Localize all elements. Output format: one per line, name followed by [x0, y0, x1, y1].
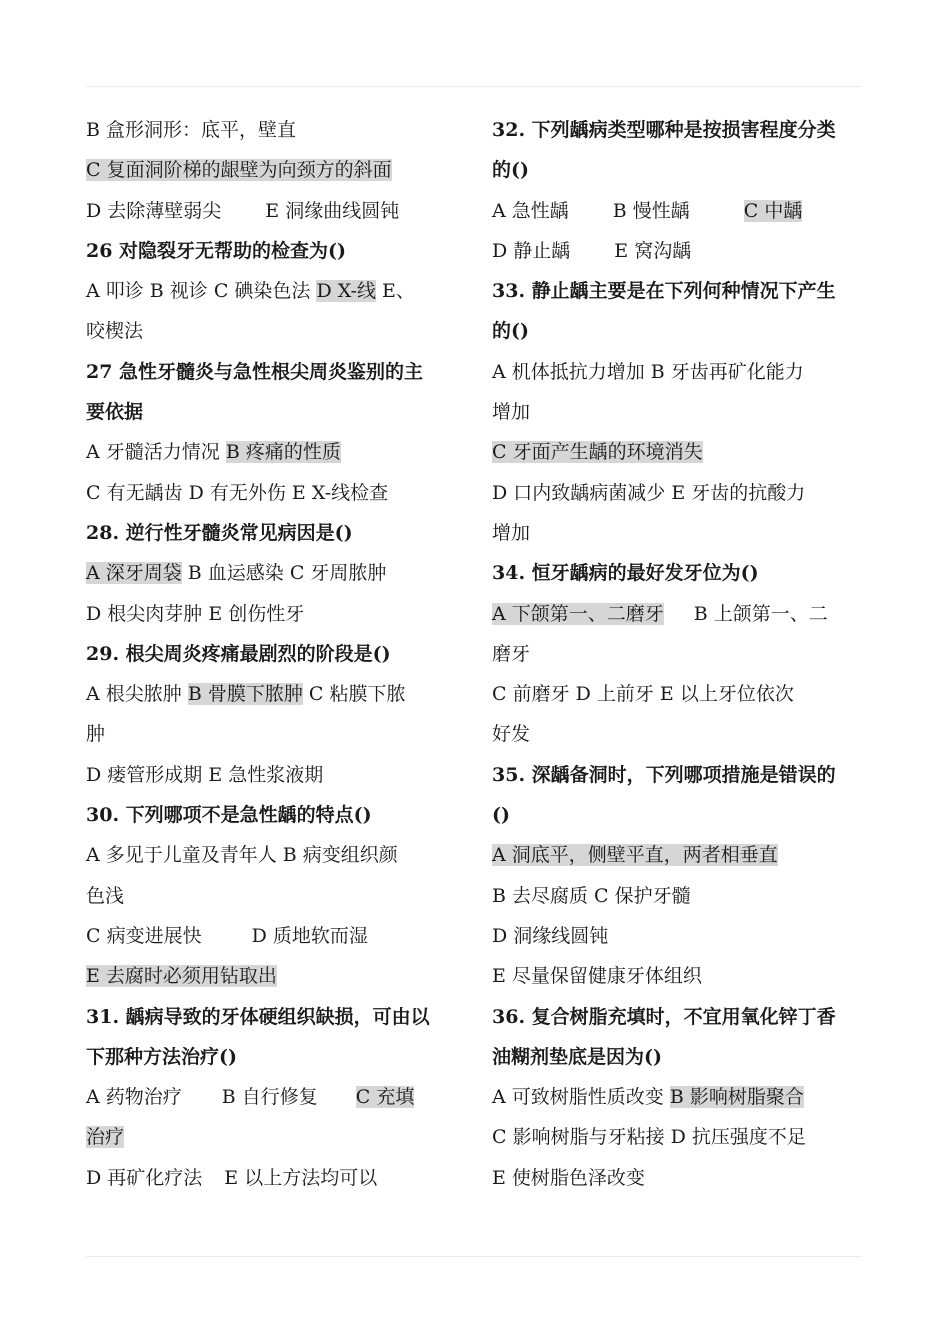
option-line: D 根尖肉芽肿 E 创伤性牙 — [86, 602, 305, 625]
option-line: 增加 — [492, 401, 531, 424]
option-e: E 以上方法均可以 — [224, 1166, 378, 1189]
option-line — [492, 1077, 864, 1117]
option-line: E 尽量保留健康牙体组织 — [492, 965, 702, 988]
option-a: A 急性龋 — [492, 199, 569, 222]
option-a: A 药物治疗 — [86, 1086, 182, 1109]
option-line-answer — [86, 150, 462, 190]
option-a: A 牙髓活力情况 — [86, 441, 226, 464]
option-line: C 影响树脂与牙粘接 D 抗压强度不足 — [492, 1126, 806, 1149]
highlighted-answer: B 影响树脂聚合 — [669, 1086, 804, 1109]
option-line: C 有无龋齿 D 有无外伤 E X-线检查 — [86, 481, 389, 504]
option-line — [492, 231, 864, 271]
option-line-answer — [492, 835, 864, 875]
highlighted-answer: C 中龋 — [743, 199, 803, 222]
highlighted-answer: A 深牙周袋 — [86, 562, 182, 585]
option-line: B 去尽腐质 C 保护牙髓 — [492, 884, 691, 907]
option-d: D 去除薄壁弱尖 — [86, 199, 222, 222]
question-26: 26 对隐裂牙无帮助的检查为() — [86, 239, 347, 262]
highlighted-answer: D X-线 — [316, 280, 377, 303]
highlighted-answer: A 洞底平，侧壁平直，两者相垂直 — [492, 844, 778, 867]
highlighted-answer: A 下颌第一、二磨牙 — [492, 602, 664, 625]
question-34: 34. 恒牙龋病的最好发牙位为() — [492, 562, 759, 585]
question-30: 30. 下列哪项不是急性龋的特点() — [86, 804, 372, 827]
option-b: B 慢性龋 — [612, 199, 690, 222]
options-a-c: A 叩诊 B 视诊 C 碘染色法 — [86, 280, 317, 303]
option-b: B 自行修复 — [221, 1086, 318, 1109]
option-c: C 粘膜下脓 — [302, 683, 406, 706]
right-column — [492, 110, 864, 1198]
question-31: 31. 龋病导致的牙体硬组织缺损，可由以 — [86, 1005, 430, 1028]
option-line — [492, 594, 864, 634]
highlighted-answer: C 牙面产生龋的环境消失 — [492, 441, 703, 464]
footer-rule — [86, 1256, 862, 1257]
question-36-cont: 油糊剂垫底是因为() — [492, 1045, 662, 1068]
question-29: 29. 根尖周炎疼痛最剧烈的阶段是() — [86, 642, 391, 665]
question-32: 32. 下列龋病类型哪种是按损害程度分类 — [492, 119, 836, 141]
option-d: D 再矿化疗法 — [86, 1166, 203, 1189]
option-line: 色浅 — [86, 884, 125, 907]
option-line — [86, 674, 462, 714]
question-31-cont: 下那种方法治疗() — [86, 1045, 237, 1068]
option-line-answer — [492, 432, 864, 472]
option-a: A 根尖脓肿 — [86, 683, 188, 706]
question-33: 33. 静止龋主要是在下列何种情况下产生 — [492, 280, 836, 303]
option-line: B 盒形洞形：底平，壁直 — [86, 119, 297, 141]
highlighted-answer: C 充填 — [355, 1086, 415, 1109]
option-e: E 洞缘曲线圆钝 — [265, 199, 400, 222]
option-line — [86, 432, 462, 472]
option-line: D 口内致龋病菌减少 E 牙齿的抗酸力 — [492, 481, 806, 504]
option-e: E、 — [376, 280, 415, 303]
option-line — [86, 271, 462, 311]
option-a: A 可致树脂性质改变 — [492, 1086, 670, 1109]
question-33-cont: 的() — [492, 320, 529, 343]
option-line-answer — [86, 1117, 462, 1157]
highlighted-answer: B 疼痛的性质 — [225, 441, 341, 464]
option-line: 好发 — [492, 723, 531, 746]
option-line-answer — [86, 956, 462, 996]
option-line: A 机体抵抗力增加 B 牙齿再矿化能力 — [492, 360, 804, 383]
option-line — [492, 191, 864, 231]
highlighted-answer: C 复面洞阶梯的龈壁为向颈方的斜面 — [86, 159, 392, 182]
option-line: 咬楔法 — [86, 320, 144, 343]
left-column — [86, 110, 462, 1198]
option-line — [86, 916, 462, 956]
option-line: 磨牙 — [492, 642, 531, 665]
options-b-c: B 血运感染 C 牙周脓肿 — [181, 562, 387, 585]
option-e: E 窝沟龋 — [614, 239, 692, 262]
option-d: D 静止龋 — [492, 239, 571, 262]
option-d: D 质地软而湿 — [251, 924, 368, 947]
question-27-cont: 要依据 — [86, 401, 144, 424]
question-35-cont: () — [492, 804, 510, 827]
option-b: B 上颌第一、二 — [693, 602, 828, 625]
option-line: D 洞缘线圆钝 — [492, 924, 609, 947]
question-28: 28. 逆行性牙髓炎常见病因是() — [86, 521, 353, 544]
option-line: A 多见于儿童及青年人 B 病变组织颜 — [86, 844, 398, 867]
option-line: D 瘘管形成期 E 急性浆液期 — [86, 763, 324, 786]
option-line: E 使树脂色泽改变 — [492, 1166, 645, 1189]
option-line — [86, 553, 462, 593]
question-32-cont: 的() — [492, 159, 529, 182]
option-line — [86, 1158, 462, 1198]
option-line: C 前磨牙 D 上前牙 E 以上牙位依次 — [492, 683, 794, 706]
highlighted-answer: E 去腐时必须用钻取出 — [86, 965, 277, 988]
option-line — [86, 1077, 462, 1117]
option-line — [86, 191, 462, 231]
header-rule — [86, 86, 862, 87]
highlighted-answer: B 骨膜下脓肿 — [187, 683, 303, 706]
option-line: 增加 — [492, 521, 531, 544]
question-27: 27 急性牙髓炎与急性根尖周炎鉴别的主 — [86, 360, 424, 383]
option-line: 肿 — [86, 723, 106, 746]
question-35: 35. 深龋备洞时，下列哪项措施是错误的 — [492, 763, 836, 786]
highlighted-answer: 治疗 — [86, 1126, 125, 1149]
question-36: 36. 复合树脂充填时，不宜用氧化锌丁香 — [492, 1005, 836, 1028]
option-c: C 病变进展快 — [86, 924, 202, 947]
